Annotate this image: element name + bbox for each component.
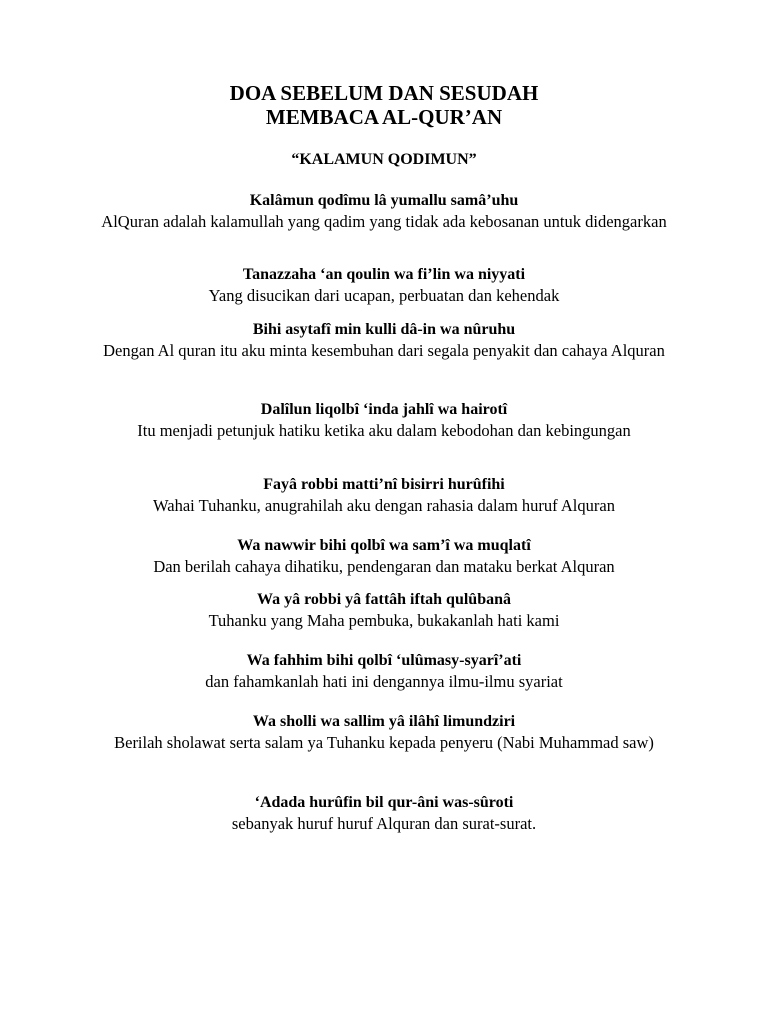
verse-2 (0, 264, 768, 306)
verse-8 (0, 650, 768, 692)
verse-3 (0, 319, 768, 361)
page-title (0, 81, 768, 129)
verse-arabic: Bihi asytafî min kulli dâ-in wa nûruhu (252, 321, 516, 338)
verse-arabic: ‘Adada hurûfin bil qur-âni was-sûroti (254, 794, 514, 811)
verse-arabic: Wa nawwir bihi qolbî wa sam’î wa muqlatî (237, 537, 531, 554)
verse-meaning: Tuhanku yang Maha pembuka, bukakanlah hati kami (208, 611, 560, 630)
verse-4 (0, 399, 768, 441)
title-line-1: DOA SEBELUM DAN SESUDAH (229, 81, 539, 105)
verse-meaning: Berilah sholawat serta salam ya Tuhanku kepada penyeru (Nabi Muhammad saw) (114, 733, 654, 752)
title-line-2: MEMBACA AL-QUR’AN (265, 105, 503, 129)
verse-9 (0, 711, 768, 753)
verse-meaning: sebanyak huruf huruf Alquran dan surat-surat. (231, 814, 537, 833)
verse-arabic: Wa yâ robbi yâ fattâh iftah qulûbanâ (257, 591, 511, 608)
verse-arabic: Fayâ robbi matti’nî bisirri hurûfihi (263, 476, 505, 493)
verse-meaning: Yang disucikan dari ucapan, perbuatan dan kehendak (208, 286, 560, 305)
verse-meaning: Dan berilah cahaya dihatiku, pendengaran dan mataku berkat Alquran (153, 557, 615, 576)
verse-6 (0, 535, 768, 577)
verse-meaning: dan fahamkanlah hati ini dengannya ilmu-ilmu syariat (205, 672, 563, 691)
verse-arabic: Wa fahhim bihi qolbî ‘ulûmasy-syarî’ati (246, 652, 522, 669)
verse-7 (0, 589, 768, 631)
verse-1 (0, 190, 768, 232)
subtitle: “KALAMUN QODIMUN” (291, 151, 477, 168)
verse-meaning: Itu menjadi petunjuk hatiku ketika aku dalam kebodohan dan kebingungan (137, 421, 631, 440)
verse-arabic: Dalîlun liqolbî ‘inda jahlî wa hairotî (260, 401, 508, 418)
verse-5 (0, 474, 768, 516)
verse-10 (0, 792, 768, 834)
verse-meaning: AlQuran adalah kalamullah yang qadim yang tidak ada kebosanan untuk didengarkan (101, 212, 667, 231)
verse-meaning: Wahai Tuhanku, anugrahilah aku dengan rahasia dalam huruf Alquran (153, 496, 615, 515)
verse-arabic: Wa sholli wa sallim yâ ilâhî limundziri (252, 713, 516, 730)
verse-meaning: Dengan Al quran itu aku minta kesembuhan dari segala penyakit dan cahaya Alquran (103, 341, 665, 360)
verse-arabic: Kalâmun qodîmu lâ yumallu samâ’uhu (249, 192, 519, 209)
verse-arabic: Tanazzaha ‘an qoulin wa fi’lin wa niyyati (242, 266, 526, 283)
